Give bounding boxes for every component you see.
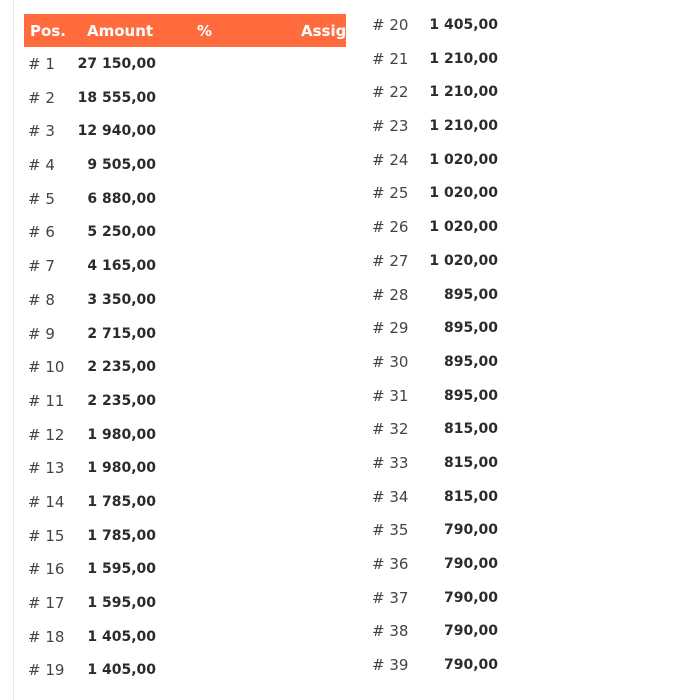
table-row bbox=[368, 480, 528, 514]
header-pos: Pos. bbox=[30, 22, 66, 40]
table-row bbox=[24, 283, 346, 317]
table-row bbox=[368, 379, 528, 413]
cell-position: # 3 bbox=[28, 122, 55, 141]
table-row bbox=[368, 143, 528, 177]
table-row bbox=[368, 42, 528, 76]
cell-amount: 4 165,00 bbox=[87, 258, 156, 275]
table-row bbox=[24, 182, 346, 216]
table-row bbox=[368, 210, 528, 244]
cell-amount: 2 715,00 bbox=[87, 325, 156, 342]
cell-position: # 1 bbox=[28, 55, 55, 73]
table-row bbox=[368, 547, 528, 581]
cell-amount: 1 595,00 bbox=[87, 561, 156, 578]
cell-position: # 34 bbox=[372, 487, 409, 506]
cell-amount: 3 350,00 bbox=[87, 291, 156, 308]
cell-amount: 895,00 bbox=[443, 320, 498, 337]
cell-position: # 6 bbox=[28, 223, 55, 242]
table-body-right bbox=[368, 8, 528, 682]
table-row bbox=[24, 653, 346, 687]
cell-position: # 9 bbox=[28, 324, 55, 343]
prize-table-left bbox=[24, 14, 378, 687]
table-row bbox=[368, 278, 528, 312]
cell-position: # 32 bbox=[372, 420, 409, 439]
cell-position: # 16 bbox=[28, 560, 65, 579]
table-row bbox=[24, 384, 346, 418]
cell-amount: 9 505,00 bbox=[87, 157, 156, 174]
table-row bbox=[368, 8, 528, 42]
cell-amount: 815,00 bbox=[443, 421, 498, 438]
table-row bbox=[368, 75, 528, 109]
table-row bbox=[24, 620, 346, 654]
table-row bbox=[24, 148, 346, 182]
table-row bbox=[24, 451, 346, 485]
cell-amount: 1 405,00 bbox=[87, 628, 156, 645]
prize-table-right bbox=[368, 8, 528, 682]
table-row bbox=[368, 311, 528, 345]
cell-position: # 35 bbox=[372, 521, 409, 540]
table-row bbox=[24, 552, 346, 586]
cell-position: # 15 bbox=[28, 526, 65, 545]
cell-position: # 36 bbox=[372, 555, 409, 573]
cell-position: # 22 bbox=[372, 83, 409, 102]
cell-position: # 26 bbox=[372, 218, 409, 237]
cell-position: # 18 bbox=[28, 627, 65, 646]
table-row bbox=[368, 345, 528, 379]
cell-amount: 1 595,00 bbox=[87, 595, 156, 611]
cell-position: # 25 bbox=[372, 184, 409, 203]
cell-amount: 815,00 bbox=[443, 488, 498, 505]
cell-position: # 27 bbox=[372, 251, 409, 270]
cell-position: # 5 bbox=[28, 189, 55, 208]
cell-amount: 1 785,00 bbox=[87, 527, 156, 544]
cell-position: # 8 bbox=[28, 290, 55, 309]
cell-amount: 1 980,00 bbox=[87, 426, 156, 443]
cell-amount: 790,00 bbox=[443, 589, 498, 606]
table-row bbox=[368, 412, 528, 446]
cell-amount: 12 940,00 bbox=[77, 123, 156, 140]
cell-amount: 1 210,00 bbox=[429, 84, 498, 101]
table-row bbox=[368, 513, 528, 547]
table-row bbox=[368, 176, 528, 210]
header-amount: Amount bbox=[87, 22, 154, 40]
cell-amount: 895,00 bbox=[443, 353, 498, 370]
table-row bbox=[368, 109, 528, 143]
cell-amount: 1 980,00 bbox=[87, 460, 156, 477]
cell-amount: 6 880,00 bbox=[87, 190, 156, 207]
table-row bbox=[24, 586, 346, 620]
cell-position: # 7 bbox=[28, 257, 55, 276]
cell-amount: 1 405,00 bbox=[87, 662, 156, 679]
cell-position: # 31 bbox=[372, 386, 409, 405]
cell-position: # 30 bbox=[372, 352, 409, 371]
cell-position: # 28 bbox=[372, 285, 409, 304]
table-row bbox=[24, 485, 346, 519]
table-row bbox=[24, 418, 346, 452]
cell-amount: 790,00 bbox=[443, 556, 498, 572]
table-row bbox=[24, 317, 346, 351]
table-body-left bbox=[24, 47, 346, 687]
cell-amount: 2 235,00 bbox=[87, 359, 156, 376]
cell-amount: 18 555,00 bbox=[77, 89, 156, 106]
table-row bbox=[24, 519, 346, 553]
table-header bbox=[24, 14, 378, 47]
table-row bbox=[368, 614, 528, 648]
cell-amount: 1 785,00 bbox=[87, 493, 156, 510]
table-row bbox=[24, 249, 346, 283]
table-row bbox=[24, 350, 346, 384]
cell-amount: 895,00 bbox=[443, 286, 498, 303]
cell-position: # 24 bbox=[372, 150, 409, 169]
header-percent: % bbox=[197, 22, 213, 40]
table-row bbox=[24, 81, 346, 115]
cell-position: # 29 bbox=[372, 319, 409, 338]
cell-position: # 13 bbox=[28, 459, 65, 478]
page-divider bbox=[13, 0, 14, 700]
cell-position: # 38 bbox=[372, 622, 409, 641]
cell-amount: 1 020,00 bbox=[429, 219, 498, 236]
cell-amount: 1 210,00 bbox=[429, 118, 498, 135]
table-row bbox=[368, 581, 528, 615]
cell-position: # 14 bbox=[28, 492, 65, 511]
table-row bbox=[24, 114, 346, 148]
header-assigned: Assigned bbox=[301, 22, 378, 40]
cell-position: # 4 bbox=[28, 156, 55, 175]
cell-position: # 20 bbox=[372, 16, 409, 34]
table-row bbox=[368, 648, 528, 682]
cell-position: # 39 bbox=[372, 656, 409, 675]
cell-position: # 37 bbox=[372, 588, 409, 607]
cell-position: # 19 bbox=[28, 661, 65, 680]
cell-position: # 10 bbox=[28, 358, 65, 377]
cell-position: # 2 bbox=[28, 88, 55, 107]
cell-amount: 815,00 bbox=[443, 454, 498, 471]
cell-position: # 23 bbox=[372, 117, 409, 136]
cell-amount: 895,00 bbox=[443, 387, 498, 404]
cell-amount: 790,00 bbox=[443, 657, 498, 674]
cell-amount: 1 405,00 bbox=[429, 17, 498, 33]
cell-position: # 11 bbox=[28, 391, 65, 410]
cell-amount: 1 020,00 bbox=[429, 252, 498, 269]
cell-amount: 27 150,00 bbox=[77, 56, 156, 72]
cell-amount: 2 235,00 bbox=[87, 392, 156, 409]
cell-position: # 33 bbox=[372, 453, 409, 472]
cell-amount: 1 210,00 bbox=[429, 50, 498, 67]
cell-amount: 790,00 bbox=[443, 522, 498, 539]
table-row bbox=[368, 446, 528, 480]
cell-amount: 5 250,00 bbox=[87, 224, 156, 241]
cell-amount: 790,00 bbox=[443, 623, 498, 640]
cell-amount: 1 020,00 bbox=[429, 151, 498, 168]
cell-position: # 17 bbox=[28, 594, 65, 612]
table-row bbox=[368, 244, 528, 278]
cell-position: # 21 bbox=[372, 49, 409, 68]
cell-position: # 12 bbox=[28, 425, 65, 444]
table-row bbox=[24, 215, 346, 249]
cell-amount: 1 020,00 bbox=[429, 185, 498, 202]
table-row bbox=[24, 47, 346, 81]
